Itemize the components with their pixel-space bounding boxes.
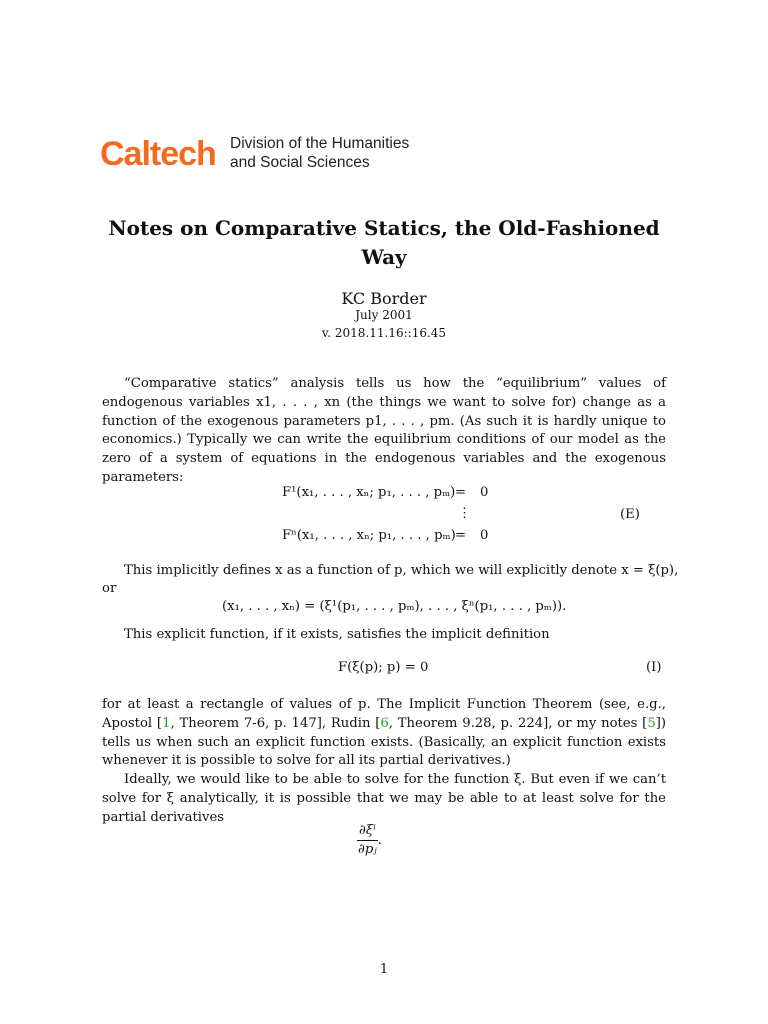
equation-e-tag: (E) <box>620 507 640 522</box>
paragraph-implicit-line1: This implicitly defines x as a function of p, which we will explicitly denote x = ξ(p), <box>124 563 679 578</box>
equation-e-row2-rhs: 0 <box>480 528 489 543</box>
author: KC Border <box>341 289 427 308</box>
paragraph-ideally: Ideally, we would like to be able to solve for the function ξ. But even if we can’t solve for ξ analytically, it is possible that we may be able to at least solve for the partial derivatives <box>102 772 666 825</box>
partial-derivative <box>357 822 382 859</box>
ift-text-4: ]) tells us when such an explicit function exists. (Basically, an explicit function exists whenever it is possible to solve for all its partial derivatives.) <box>102 715 667 769</box>
equation-e-row2-eq: = <box>455 528 467 543</box>
document-title: Notes on Comparative Statics, the Old-Fashioned Way <box>108 216 660 269</box>
partial-numerator: ∂ξⁱ <box>357 822 378 841</box>
paragraph-ift <box>102 696 666 771</box>
ift-text-3: , Theorem 9.28, p. 224], or my notes [ <box>388 715 648 731</box>
paragraph-implicit-line2: or <box>102 581 117 596</box>
ift-text-1: for at least a rectangle of values of p. The Implicit Function Theorem (see, e.g., Apostol [ <box>102 697 666 731</box>
partial-period: . <box>377 833 382 848</box>
division-name <box>230 134 409 172</box>
date: July 2001 <box>355 308 413 322</box>
partial-fraction <box>357 822 378 859</box>
citation-link-6[interactable]: 6 <box>380 715 389 731</box>
paragraph-explicit: This explicit function, if it exists, satisfies the implicit definition <box>124 627 550 642</box>
equation-i-tag: (I) <box>646 660 662 675</box>
division-line-2: and Social Sciences <box>230 154 370 171</box>
page-number: 1 <box>379 962 389 977</box>
caltech-logo: Caltech <box>100 135 216 173</box>
paragraph-intro: “Comparative statics” analysis tells us how the “equilibrium” values of endogenous variables x1, . . . , xn (the things we want to solve for) change as a function of the exogenous parameters p1, . . . , pm. (As such it is hardly unique to economics.) Typically we can write the equilibrium conditions of our model as the zero of a system of equations in the endogenous variables and the exogenous parameters: <box>102 376 666 485</box>
citation-link-5[interactable]: 5 <box>647 715 656 731</box>
equation-e-row1-rhs: 0 <box>480 485 489 500</box>
equation-e-row1-lhs: F¹(x₁, . . . , xₙ; p₁, . . . , pₘ) <box>282 485 456 500</box>
version: v. 2018.11.16::16.45 <box>321 326 447 340</box>
division-line-1: Division of the Humanities <box>230 135 410 152</box>
equation-e-vdots: ⋮ <box>458 506 472 521</box>
equation-e-row1-eq: = <box>455 485 467 500</box>
equation-e-row2-lhs: Fⁿ(x₁, . . . , xₙ; p₁, . . . , pₘ) <box>282 528 456 543</box>
ift-text-2: , Theorem 7-6, p. 147], Rudin [ <box>170 715 381 731</box>
partial-denominator: ∂pⱼ <box>358 842 377 857</box>
equation-i: F(ξ(p); p) = 0 <box>338 660 429 675</box>
citation-link-1[interactable]: 1 <box>162 715 171 731</box>
equation-xi: (x₁, . . . , xₙ) = (ξ¹(p₁, . . . , pₘ), . . . , ξⁿ(p₁, . . . , pₘ)). <box>222 599 567 614</box>
